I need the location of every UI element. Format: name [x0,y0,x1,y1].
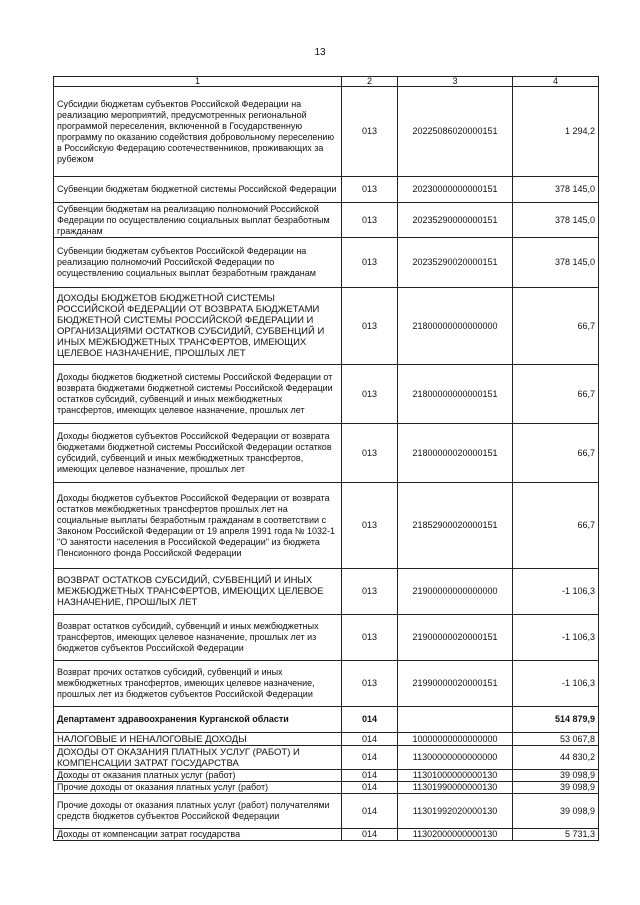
row-admin-code: 013 [342,238,398,288]
row-admin-code: 013 [342,288,398,365]
row-amount: 39 098,9 [513,782,599,794]
row-amount: 53 067,8 [513,733,599,746]
row-budget-code: 20225086020000151 [398,87,513,177]
table-row [54,238,599,288]
row-name: Возврат остатков субсидий, субвенций и иных межбюджетных трансфертов, имеющих целевое назначение, прошлых лет из бюджетов субъектов Российской Федерации [54,615,342,661]
row-amount: 44 830,2 [513,746,599,770]
table-row [54,707,599,733]
row-admin-code: 014 [342,746,398,770]
row-admin-code: 013 [342,569,398,615]
row-amount: 66,7 [513,288,599,365]
page-number: 13 [314,47,326,58]
row-amount: 378 145,0 [513,177,599,203]
table-row [54,288,599,365]
table-row [54,424,599,483]
row-name: ДОХОДЫ БЮДЖЕТОВ БЮДЖЕТНОЙ СИСТЕМЫ РОССИЙСКОЙ ФЕДЕРАЦИИ ОТ ВОЗВРАТА БЮДЖЕТАМИ БЮДЖЕТНОЙ СИСТЕМЫ РОССИЙСКОЙ ФЕДЕРАЦИИ И ОРГАНИЗАЦИЯМИ ОСТАТКОВ СУБСИДИЙ, СУБВЕНЦИЙ И ИНЫХ МЕЖБЮДЖЕТНЫХ ТРАНСФЕРТОВ, ИМЕЮЩИХ ЦЕЛЕВОЕ НАЗНАЧЕНИЕ, ПРОШЛЫХ ЛЕТ [54,288,342,365]
row-name: Возврат прочих остатков субсидий, субвенций и иных межбюджетных трансфертов, имеющих целевое назначение, прошлых лет из бюджетов субъектов Российской Федерации [54,661,342,707]
row-name: Доходы от компенсации затрат государства [54,829,342,841]
header-col-1: 1 [54,77,342,87]
row-budget-code: 21852900020000151 [398,483,513,569]
header-col-4: 4 [513,77,599,87]
row-amount: 66,7 [513,483,599,569]
header-col-3: 3 [398,77,513,87]
row-amount: 39 098,9 [513,770,599,782]
table-row [54,770,599,782]
row-amount: 514 879,9 [513,707,599,733]
table-row [54,661,599,707]
row-name: Субсидии бюджетам субъектов Российской Федерации на реализацию мероприятий, предусмотренных региональной программой переселения, включенной в Государственную программу по оказанию содействия добровольному переселению в Российскую Федерацию соотечественников, проживающих за рубежом [54,87,342,177]
row-name: Субвенции бюджетам бюджетной системы Российской Федерации [54,177,342,203]
row-amount: -1 106,3 [513,661,599,707]
table-row [54,733,599,746]
row-amount: 66,7 [513,365,599,424]
row-admin-code: 013 [342,87,398,177]
row-amount: 39 098,9 [513,794,599,829]
row-amount: -1 106,3 [513,569,599,615]
row-name: Доходы бюджетов субъектов Российской Федерации от возврата бюджетами бюджетной системы Российской Федерации остатков субсидий, субвенций и иных межбюджетных трансфертов, имеющих целевое назначение, прошлых лет [54,424,342,483]
row-budget-code: 11301990000000130 [398,782,513,794]
table-row [54,569,599,615]
row-admin-code: 014 [342,782,398,794]
row-budget-code: 11301992020000130 [398,794,513,829]
row-budget-code: 21800000020000151 [398,424,513,483]
revenue-table [53,76,599,841]
row-amount: 5 731,3 [513,829,599,841]
row-admin-code: 013 [342,615,398,661]
row-name: НАЛОГОВЫЕ И НЕНАЛОГОВЫЕ ДОХОДЫ [54,733,342,746]
row-name: Субвенции бюджетам субъектов Российской Федерации на реализацию полномочий Российской Федерации по осуществлению социальных выплат безработным гражданам [54,238,342,288]
table-row [54,782,599,794]
row-admin-code: 014 [342,770,398,782]
row-name: Департамент здравоохранения Курганской области [54,707,342,733]
row-admin-code: 014 [342,794,398,829]
row-admin-code: 014 [342,707,398,733]
table-header-row [54,77,599,87]
row-budget-code: 11302000000000130 [398,829,513,841]
row-budget-code: 11301000000000130 [398,770,513,782]
row-budget-code: 20235290000000151 [398,203,513,238]
row-budget-code: 11300000000000000 [398,746,513,770]
row-amount: 1 294,2 [513,87,599,177]
row-budget-code: 21990000020000151 [398,661,513,707]
row-budget-code: 21900000020000151 [398,615,513,661]
row-amount: 378 145,0 [513,238,599,288]
row-budget-code: 10000000000000000 [398,733,513,746]
row-admin-code: 013 [342,424,398,483]
row-admin-code: 013 [342,203,398,238]
table-row [54,483,599,569]
row-name: Доходы бюджетов субъектов Российской Федерации от возврата остатков межбюджетных трансфертов прошлых лет на социальные выплаты безработным гражданам в соответствии с Законом Российской Федерации от 19 апреля 1991 года № 1032-1 "О занятости населения в Российской Федерации" из бюджета Пенсионного фонда Российской Федерации [54,483,342,569]
table-row [54,87,599,177]
row-admin-code: 013 [342,483,398,569]
row-amount: -1 106,3 [513,615,599,661]
row-budget-code: 20235290020000151 [398,238,513,288]
row-budget-code: 21900000000000000 [398,569,513,615]
table-row [54,365,599,424]
row-name: Доходы от оказания платных услуг (работ) [54,770,342,782]
row-name: ДОХОДЫ ОТ ОКАЗАНИЯ ПЛАТНЫХ УСЛУГ (РАБОТ) И КОМПЕНСАЦИИ ЗАТРАТ ГОСУДАРСТВА [54,746,342,770]
row-name: Прочие доходы от оказания платных услуг (работ) получателями средств бюджетов субъектов Российской Федерации [54,794,342,829]
table-row [54,746,599,770]
row-budget-code [398,707,513,733]
row-admin-code: 014 [342,829,398,841]
row-name: Доходы бюджетов бюджетной системы Российской Федерации от возврата бюджетами бюджетной системы Российской Федерации остатков субсидий, субвенций и иных межбюджетных трансфертов, имеющих целевое назначение, прошлых лет [54,365,342,424]
row-admin-code: 013 [342,365,398,424]
table-row [54,829,599,841]
row-budget-code: 20230000000000151 [398,177,513,203]
row-budget-code: 21800000000000151 [398,365,513,424]
table-row [54,177,599,203]
table-row [54,794,599,829]
row-amount: 378 145,0 [513,203,599,238]
row-admin-code: 013 [342,177,398,203]
row-amount: 66,7 [513,424,599,483]
table-row [54,615,599,661]
row-name: ВОЗВРАТ ОСТАТКОВ СУБСИДИЙ, СУБВЕНЦИЙ И ИНЫХ МЕЖБЮДЖЕТНЫХ ТРАНСФЕРТОВ, ИМЕЮЩИХ ЦЕЛЕВОЕ НАЗНАЧЕНИЕ, ПРОШЛЫХ ЛЕТ [54,569,342,615]
row-name: Субвенции бюджетам на реализацию полномочий Российской Федерации по осуществлению социальных выплат безработным гражданам [54,203,342,238]
row-name: Прочие доходы от оказания платных услуг (работ) [54,782,342,794]
header-col-2: 2 [342,77,398,87]
row-budget-code: 21800000000000000 [398,288,513,365]
row-admin-code: 014 [342,733,398,746]
table-row [54,203,599,238]
row-admin-code: 013 [342,661,398,707]
